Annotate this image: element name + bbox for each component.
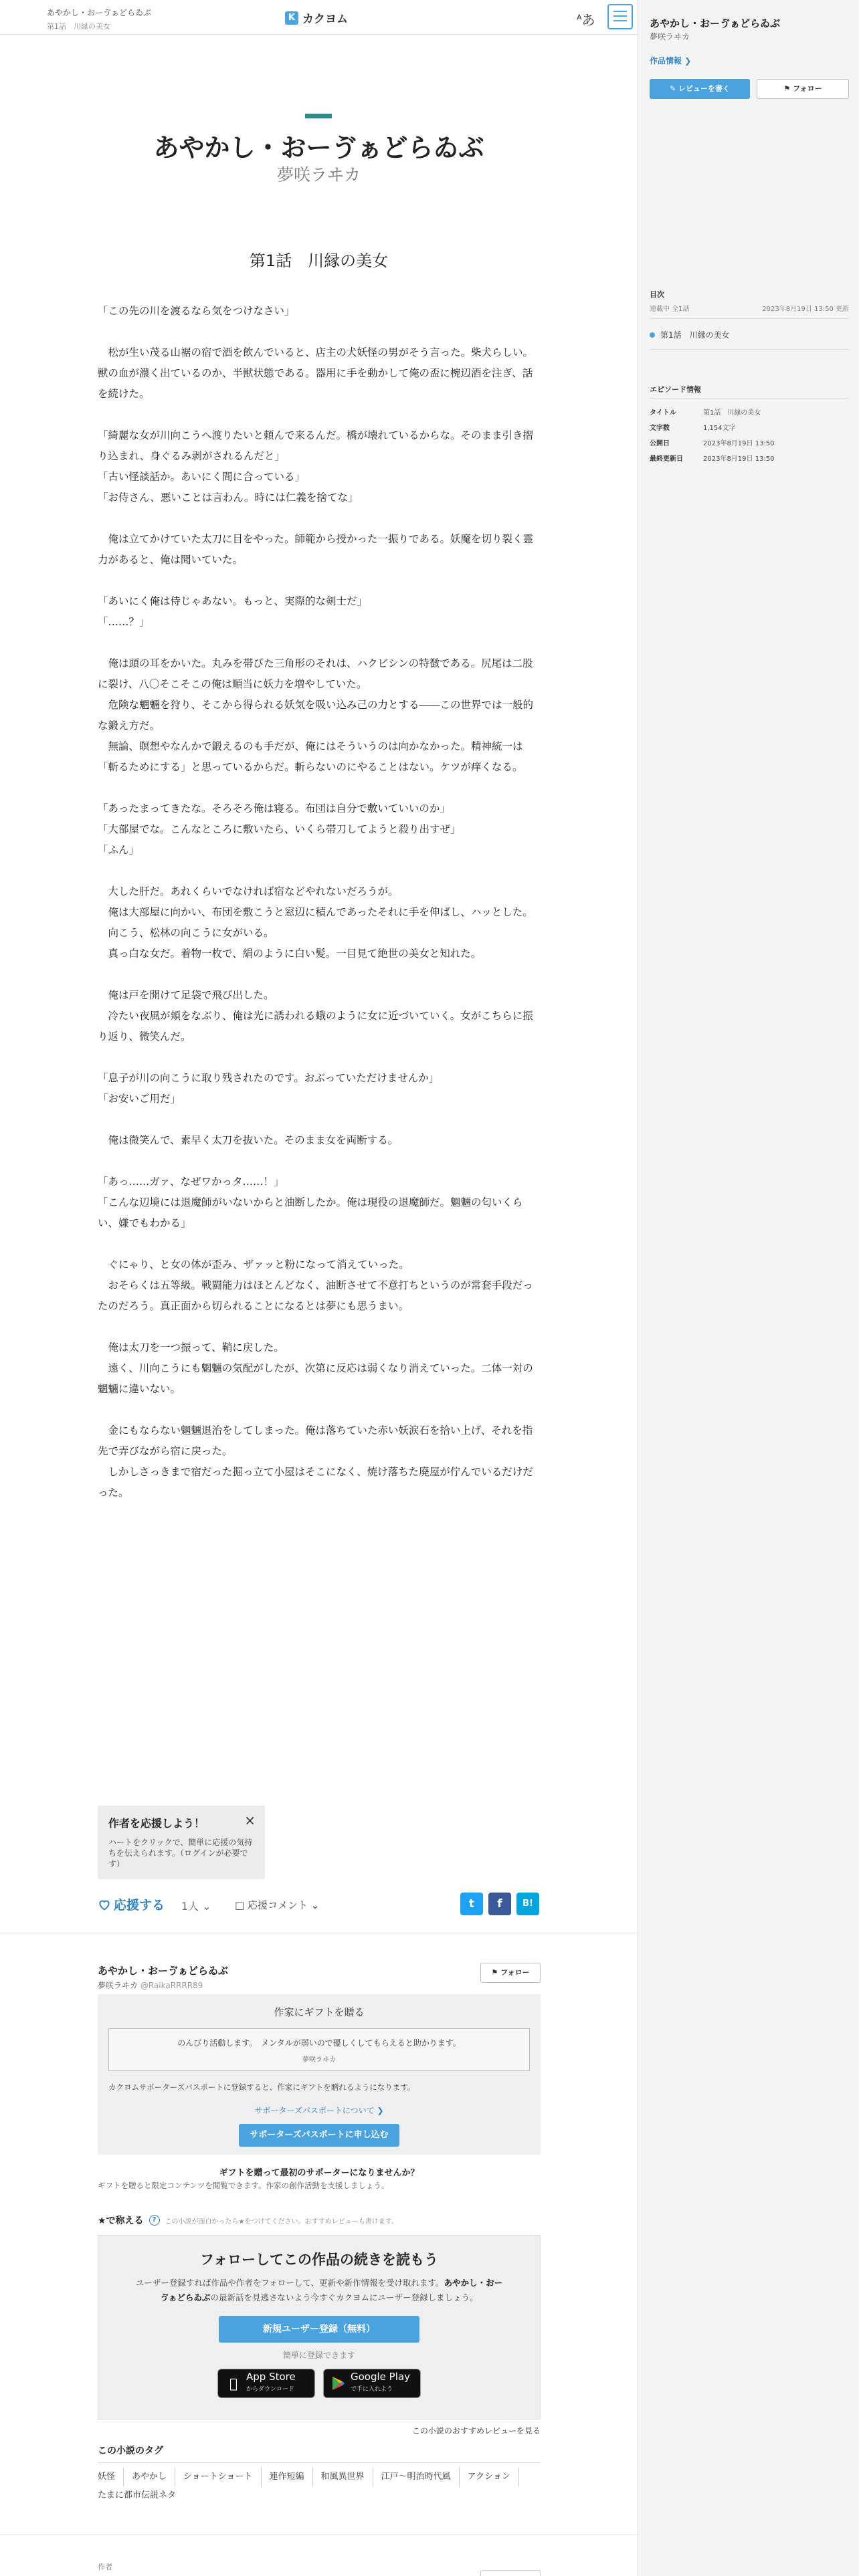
site-logo[interactable] <box>285 9 348 26</box>
blank-line <box>98 1400 541 1420</box>
tag-link[interactable]: たまに都市伝説ネタ <box>98 2490 177 2500</box>
apple-icon <box>226 2375 241 2391</box>
facebook-icon: f <box>497 1897 502 1911</box>
app-store-sub: からダウンロード <box>246 2386 295 2393</box>
body-paragraph: 「あったまってきたな。そろそろ俺は寝る。布団は自分で敷いていいのか」 <box>98 802 450 815</box>
follow-desc-post: の最新話を見逃さないよう今すぐカクヨムにユーザー登録しましょう。 <box>210 2292 478 2302</box>
bookmark-icon: ⚑ <box>783 84 791 93</box>
work-author[interactable]: 夢咲ラヰカ <box>276 165 361 185</box>
chevron-right-icon: ❯ <box>684 56 692 66</box>
episode-info-value: 1,154文字 <box>703 425 736 432</box>
chevron-right-icon: ❯ <box>377 2106 384 2115</box>
cheer-button[interactable] <box>98 1895 165 1913</box>
app-store-badges <box>98 2369 540 2398</box>
gift-desc: カクヨムサポーターズパスポートに登録すると、作家にギフトを贈れるようになります。 <box>108 2082 415 2092</box>
body-paragraph: 「古い怪談話か。あいにく間に合っている」 <box>98 471 306 483</box>
body-paragraph: 無論、瞑想やなんかで鍛えるのも手だが、俺にはそういうのは向かなかった。精神統一は「斬るためにする」と思っているからだ。斬らないのにやることはない。ケツが痒くなる。 <box>98 740 523 773</box>
tag-link[interactable]: 妖怪 <box>98 2468 124 2486</box>
breadcrumb[interactable] <box>47 7 151 31</box>
episode-info-value: 2023年8月19日 13:50 <box>703 440 775 447</box>
help-icon[interactable]: ? <box>149 2215 160 2226</box>
tag-link[interactable]: ショートショート <box>183 2468 261 2486</box>
app-store-title: App Store <box>246 2371 296 2383</box>
blank-line <box>98 1047 541 1068</box>
footer-author[interactable] <box>98 1979 203 1991</box>
divider <box>98 2462 541 2463</box>
blank-line <box>98 508 541 529</box>
sidebar-work-title[interactable]: あやかし・おーゔぁどらゐぶ <box>650 17 781 29</box>
body-paragraph: 「ふん」 <box>98 844 140 856</box>
blank-line <box>98 405 541 425</box>
cheer-popup-heading: 作者を応援しよう！ <box>108 1817 205 1830</box>
breadcrumb-work-title[interactable]: あやかし・おーゔぁどらゐぶ <box>47 8 152 17</box>
body-paragraph: 俺は戸を開けて足袋で飛び出した。 <box>98 989 274 1001</box>
gift-sub: ギフトを贈ると限定コンテンツを閲覧できます。作家の創作活動を支援しましょう。 <box>98 2181 389 2190</box>
body-paragraph: ぐにゃり、と女の体が歪み、ザァッと粉になって消えていった。 <box>98 1259 409 1271</box>
hatena-bookmark-button[interactable] <box>516 1893 539 1915</box>
font-glyph: あ <box>581 12 595 28</box>
top-bar <box>0 0 638 35</box>
author-message-by: 夢咲ラヰカ <box>302 2056 336 2064</box>
toc-meta <box>650 303 849 313</box>
gift-panel <box>98 1994 541 2155</box>
font-size-small-glyph: A <box>577 13 582 22</box>
body-paragraph: 俺は立てかけていた太刀に目をやった。師範から授かった一振りである。妖魔を切り裂く霊力があると、俺は聞いていた。 <box>98 533 534 566</box>
episode-title: 第1話 川縁の美女 <box>249 251 389 270</box>
close-icon[interactable]: × <box>244 1812 256 1828</box>
toc-heading: 目次 <box>650 290 664 299</box>
tags-heading: この小説のタグ <box>98 2446 163 2456</box>
title-accent-bar <box>305 114 332 118</box>
author-follow-button[interactable] <box>480 2570 541 2576</box>
body-paragraph: しかしさっきまで宿だった掘っ立て小屋はそこになく、焼け落ちた廃屋が佇んでいるだけだった。 <box>98 1466 533 1499</box>
author-message <box>108 2028 530 2071</box>
episode-info-value: 2023年8月19日 13:50 <box>703 455 775 463</box>
episode-body <box>98 301 541 1503</box>
divider <box>650 318 849 319</box>
chevron-down-icon: ⌄ <box>310 1899 320 1911</box>
current-episode-dot-icon <box>650 332 655 338</box>
write-review-button[interactable] <box>650 79 750 99</box>
episode-info-value: 第1話 川縁の美女 <box>703 409 761 417</box>
body-paragraph: 危険な魍魎を狩り、そこから得られる妖気を吸い込み己の力とする――この世界では一般的な鍛え方だ。 <box>98 699 534 732</box>
follow-panel-heading: フォローしてこの作品の続きを読もう <box>200 2252 438 2268</box>
toc-menu-button[interactable] <box>607 4 633 29</box>
tag-link[interactable]: 連作短編 <box>270 2468 313 2486</box>
blank-line <box>98 1151 541 1172</box>
body-paragraph: 俺は太刀を一つ振って、鞘に戻した。 <box>98 1341 284 1354</box>
recommended-reviews-link[interactable]: この小説のおすすめレビューを見る <box>411 2426 541 2436</box>
sidebar <box>638 0 859 2576</box>
cheer-count-dropdown[interactable] <box>181 1898 211 1913</box>
body-paragraph: 「あっ……ガァ、なぜワかっタ……！」 <box>98 1176 284 1188</box>
hatena-icon: B! <box>522 1899 533 1909</box>
tag-list <box>98 2468 541 2505</box>
blank-line <box>98 964 541 985</box>
facebook-share-button[interactable] <box>488 1893 511 1915</box>
menu-line-icon <box>613 20 627 21</box>
heart-icon <box>98 1898 111 1911</box>
episode-info-row <box>650 453 775 463</box>
episode-info-key: タイトル <box>650 409 676 417</box>
sidebar-author[interactable]: 夢咲ラヰカ <box>650 32 690 41</box>
body-paragraph: 向こう、松林の向こうに女がいる。 <box>98 927 274 939</box>
gift-question: ギフトを贈って最初のサポーターになりませんか？ <box>219 2168 419 2178</box>
episode-info-heading: エピソード情報 <box>650 385 701 394</box>
follow-label: フォロー <box>500 1968 530 1977</box>
gift-heading: 作家にギフトを贈る <box>274 2006 365 2018</box>
blank-line <box>98 778 541 798</box>
body-paragraph: 「この先の川を渡るなら気をつけなさい」 <box>98 305 295 317</box>
follow-panel-desc <box>132 2276 506 2305</box>
follow-desc-work: あやかし・おーゔぁどらゐぶ <box>160 2278 503 2302</box>
google-play-text <box>351 2372 410 2395</box>
episode-actions <box>98 1893 541 1917</box>
passport-about-link[interactable] <box>98 2105 541 2116</box>
blank-line <box>98 1234 541 1255</box>
episode-info-row <box>650 437 775 447</box>
work-info-link[interactable] <box>650 55 691 66</box>
bookmark-icon: ⚑ <box>491 1968 498 1977</box>
font-settings-button[interactable] <box>577 9 595 29</box>
toc-item[interactable] <box>650 329 730 340</box>
body-paragraph: 「お侍さん、悪いことは言わん。時には仁義を捨てな」 <box>98 492 359 504</box>
footer-author-handle: @RaikaRRRR89 <box>140 1981 203 1990</box>
logo-text: カクヨム <box>302 13 348 26</box>
blank-line <box>98 1109 541 1130</box>
follow-label: フォロー <box>793 84 822 93</box>
body-paragraph: 俺は大部屋に向かい、布団を敷こうと窓辺に積んであったそれに手を伸ばし、ハッとした。 <box>98 906 533 918</box>
footer-author-name: 夢咲ラヰカ <box>98 1981 138 1990</box>
kakuyomu-logo-icon: K <box>285 11 298 25</box>
body-paragraph: 俺は微笑んで、素早く太刀を抜いた。そのまま女を両断する。 <box>98 1134 399 1146</box>
toc-updated: 2023年8月19日 13:50 更新 <box>762 306 849 313</box>
comment-icon: □ <box>235 1899 245 1911</box>
episode-info-key: 最終更新日 <box>650 455 683 463</box>
body-paragraph: 「息子が川の向こうに取り残されたのです。おぶっていただけませんか」 <box>98 1072 440 1084</box>
divider <box>650 398 849 399</box>
divider <box>650 349 849 350</box>
breadcrumb-episode: 第1話 川縁の美女 <box>47 22 110 31</box>
star-heading-label: ★で称える <box>98 2216 144 2226</box>
body-paragraph: 「綺麗な女が川向こうへ渡りたいと頼んで来るんだ。橋が壊れているからな。そのまま引き摺り込まれ、身ぐるみ剥がされるんだと」 <box>98 429 534 462</box>
cheer-label: 応援する <box>114 1898 165 1913</box>
footer-follow-button[interactable] <box>480 1963 541 1983</box>
body-paragraph: 「お安いご用だ」 <box>98 1093 181 1105</box>
chevron-down-icon: ⌄ <box>202 1900 211 1913</box>
blank-line <box>98 1317 541 1337</box>
body-paragraph: 「あいにく俺は侍じゃあない。もっと、実際的な剣士だ」 <box>98 595 368 607</box>
twitter-icon: t <box>468 1897 475 1911</box>
tag-link[interactable]: 江戸〜明治時代風 <box>381 2468 460 2486</box>
menu-line-icon <box>613 11 627 12</box>
toc-status: 連載中 全1話 <box>650 306 690 313</box>
cheer-comment-button[interactable] <box>235 1898 319 1912</box>
body-paragraph: 金にもならない魍魎退治をしてしまった。俺は落ちていた赤い妖涙石を拾い上げ、それを指先で弄びながら宿に戻った。 <box>98 1424 533 1457</box>
sidebar-follow-button[interactable] <box>757 79 849 99</box>
episode-info-row <box>650 407 775 417</box>
tag-link[interactable]: あやかし <box>132 2468 175 2486</box>
star-note: この小説が面白かったら★をつけてください。おすすめレビューも書けます。 <box>165 2218 398 2226</box>
tag-link[interactable]: アクション <box>468 2468 519 2486</box>
author-message-text: のんびり活動します。 メンタルが弱いので優しくしてもらえると助かります。 <box>177 2038 461 2048</box>
passport-apply-button[interactable]: サポーターズパスポートに申し込む <box>239 2124 399 2147</box>
cheer-author-popup <box>98 1806 265 1879</box>
cheer-comment-label: 応援コメント <box>247 1899 308 1911</box>
blank-line <box>98 633 541 653</box>
google-play-icon <box>332 2376 345 2391</box>
write-review-label: レビューを書く <box>678 84 731 93</box>
menu-line-icon <box>613 15 627 17</box>
google-play-sub: で手に入れよう <box>351 2386 393 2393</box>
passport-about-label: サポーターズパスポートについて <box>254 2106 375 2115</box>
google-play-button[interactable] <box>323 2369 421 2398</box>
star-rating-heading <box>98 2214 398 2227</box>
register-button[interactable]: 新規ユーザー登録（無料） <box>219 2316 419 2343</box>
work-title[interactable]: あやかし・おーゔぁどらゐぶ <box>153 133 484 163</box>
footer-work-title[interactable]: あやかし・おーゔぁどらゐぶ <box>98 1965 229 1977</box>
cheer-popup-desc: ハートをクリックで、簡単に応援の気持ちを伝えられます。（ログインが必要です） <box>108 1838 253 1868</box>
app-store-text <box>246 2372 296 2395</box>
body-paragraph: 遠く、川向こうにも魍魎の気配がしたが、次第に反応は弱くなり消えていった。二体一対の魍魎に違いない。 <box>98 1362 533 1395</box>
pencil-icon: ✎ <box>669 84 676 93</box>
tag-link[interactable]: 和風異世界 <box>321 2468 373 2486</box>
body-paragraph: 「……？」 <box>98 616 150 628</box>
body-paragraph: 俺は頭の耳をかいた。丸みを帯びた三角形のそれは、ハクビシンの特徴である。尻尾は二股に裂け、八〇そこそこの俺は順当に妖力を増やしていた。 <box>98 657 533 690</box>
body-paragraph: 冷たい夜風が頬をなぶり、俺は光に誘われる蛾のように女に近づいていく。女がこちらに振り返り、微笑んだ。 <box>98 1010 533 1043</box>
blank-line <box>98 861 541 881</box>
body-paragraph: 「こんな辺境には退魔師がいないからと油断したか。俺は現役の退魔師だ。魍魎の匂いくらい、嫌でもわかる」 <box>98 1196 523 1229</box>
work-info-label: 作品情報 <box>650 56 682 66</box>
twitter-share-button[interactable] <box>460 1893 483 1915</box>
body-paragraph: 「大部屋でな。こんなところに敷いたら、いくら帯刀してようと殺り出すぜ」 <box>98 823 461 835</box>
blank-line <box>98 570 541 591</box>
body-paragraph: 真っ白な女だ。着物一枚で、絹のように白い髪。一目見て絶世の美女と知れた。 <box>98 948 482 960</box>
app-store-button[interactable] <box>217 2369 315 2398</box>
toc-item-label: 第1話 川縁の美女 <box>660 330 730 340</box>
register-note: 簡単に登録できます <box>282 2351 355 2360</box>
body-paragraph: おそらくは五等級。戦闘能力はほとんどなく、油断させて不意打ちというのが常套手段だったのだろう。真正面から切られることになるとは夢にも思うまい。 <box>98 1279 533 1312</box>
google-play-title: Google Play <box>351 2371 410 2383</box>
follow-signup-panel <box>98 2235 541 2420</box>
episode-info-key: 公開日 <box>650 440 670 447</box>
blank-line <box>98 322 541 342</box>
episode-info-row <box>650 422 775 432</box>
follow-desc-pre: ユーザー登録すれば作品や作者をフォローして、更新や新作情報を受け取れます。 <box>135 2278 444 2288</box>
cheer-count: 1人 <box>181 1900 199 1913</box>
author-section-label: 作者 <box>98 2563 112 2571</box>
episode-info-table <box>650 407 775 468</box>
body-paragraph: 松が生い茂る山裾の宿で酒を飲んでいると、店主の犬妖怪の男がそう言った。柴犬らしい。獣の血が濃く出ているのか、半獣状態である。器用に手を動かして俺の盃に椀辺酒を注ぎ、話を続けた。 <box>98 346 534 400</box>
episode-info-key: 文字数 <box>650 425 670 432</box>
body-paragraph: 大した肝だ。あれくらいでなければ宿などやれないだろうが。 <box>98 885 399 897</box>
